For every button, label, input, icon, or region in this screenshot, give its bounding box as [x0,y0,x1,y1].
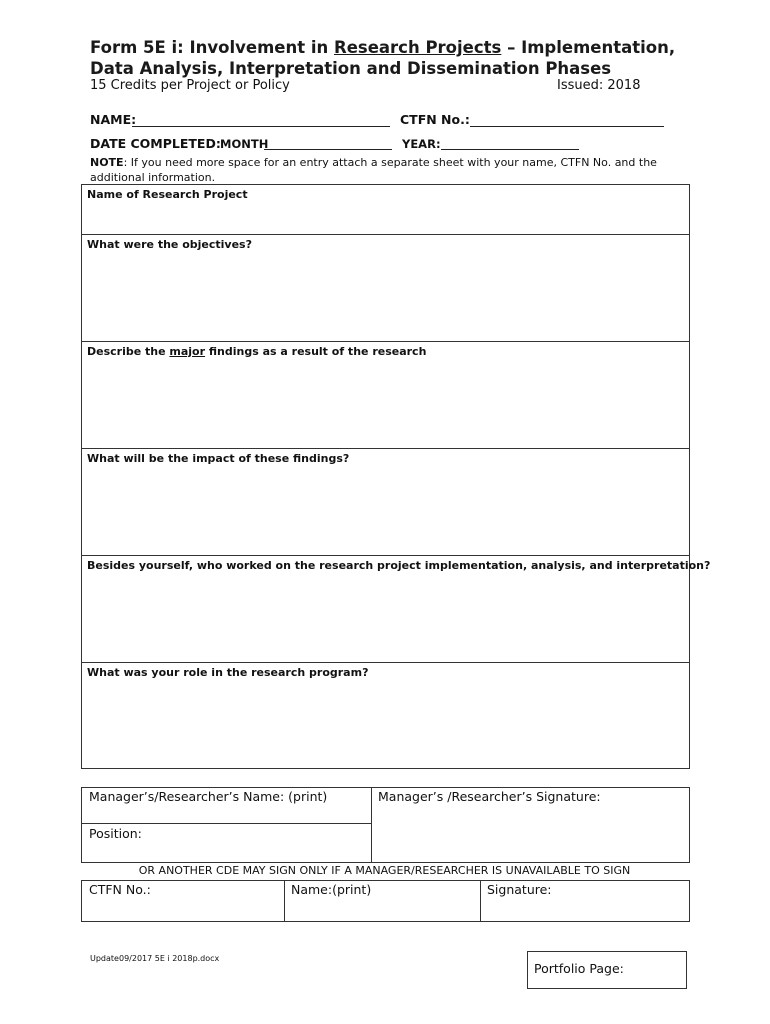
divider [480,880,481,922]
month-label: MONTH [220,137,269,151]
year-label: YEAR: [402,137,441,151]
date-completed-label: DATE COMPLETED: [90,136,221,151]
footer-filename: Update09/2017 5E i 2018p.docx [90,954,220,963]
label-underlined: major [169,345,206,358]
divider [81,823,372,824]
section-project-name[interactable] [82,185,689,234]
section-major-findings[interactable] [82,341,689,449]
manager-signature-label: Manager’s /Researcher’s Signature: [378,789,601,804]
section-label: What was your role in the research program? [87,666,369,679]
manager-name-label: Manager’s/Researcher’s Name: (print) [89,789,328,804]
label-part: findings as a result of the research [205,345,427,358]
divider [284,880,285,922]
form-title [90,37,710,79]
divider [371,787,372,863]
alternate-signer-note: OR ANOTHER CDE MAY SIGN ONLY IF A MANAGER/RESEARCHER IS UNAVAILABLE TO SIGN [138,864,631,877]
issued-date: Issued: 2018 [557,78,641,93]
alt-signature-label: Signature: [487,882,552,897]
section-role[interactable] [82,662,689,769]
alternate-signature-box [81,880,690,922]
section-label [87,345,426,358]
note-text [90,155,680,185]
credits-text: 15 Credits per Project or Policy [90,78,290,93]
ctfn-field[interactable] [470,126,664,127]
title-prefix: Form 5E i: Involvement in [90,38,334,57]
title-underlined: Research Projects [334,38,502,57]
portfolio-page-label: Portfolio Page: [534,961,624,976]
title-suffix: – Implementation, Data Analysis, Interpretation and Dissemination Phases [90,38,676,78]
alt-ctfn-label: CTFN No.: [89,882,151,897]
research-sections-table [81,184,711,769]
ctfn-label: CTFN No.: [400,112,470,127]
year-field[interactable] [441,149,579,150]
section-label: Name of Research Project [87,188,248,201]
alt-name-label: Name:(print) [291,882,372,897]
label-part: Describe the [87,345,170,358]
section-label: What were the objectives? [87,238,252,251]
name-label: NAME: [90,112,137,127]
section-objectives[interactable] [82,234,689,342]
position-label: Position: [89,826,142,841]
section-label: Besides yourself, who worked on the research project implementation, analysis, and interpretation? [87,559,711,572]
section-label: What will be the impact of these findings? [87,452,350,465]
section-collaborators[interactable] [82,555,711,663]
month-field[interactable] [264,149,392,150]
note-body: : If you need more space for an entry attach a separate sheet with your name, CTFN No. and the additional information. [90,156,657,184]
note-label: NOTE [90,156,124,169]
name-field[interactable] [132,126,390,127]
section-impact[interactable] [82,448,689,556]
